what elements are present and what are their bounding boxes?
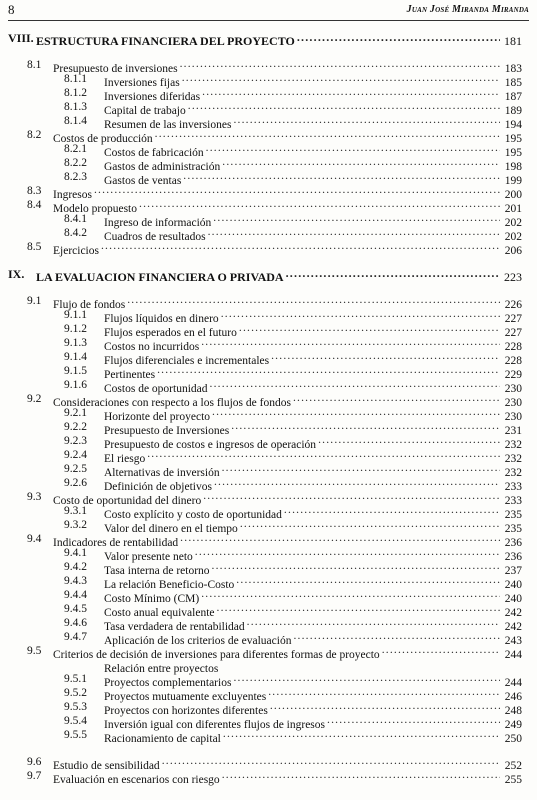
toc-entry-number: 9.1.2 <box>64 323 87 335</box>
toc-entry-number: 9.4.4 <box>64 589 87 601</box>
toc-entry-title: Indicadores de rentabilidad <box>53 537 179 549</box>
toc-entry <box>0 602 537 619</box>
toc-entry <box>0 504 537 521</box>
dot-leader <box>293 630 500 644</box>
toc-entry <box>0 630 537 647</box>
toc-entry-number: 9.1.5 <box>64 365 87 377</box>
toc-entry-title: Relación entre proyectos <box>104 663 219 675</box>
dot-leader <box>222 462 500 476</box>
toc-entry-number: 9.5 <box>27 645 42 657</box>
toc-entry-page: 246 <box>504 691 522 703</box>
toc-entry-number: 8.2.2 <box>64 157 87 169</box>
toc-entry-title: LA EVALUACION FINANCIERA O PRIVADA <box>36 270 284 284</box>
dot-leader <box>233 672 500 686</box>
toc-entry <box>0 226 537 243</box>
toc-entry <box>0 476 537 493</box>
toc-entry-page: 206 <box>504 245 522 257</box>
toc-entry <box>0 184 537 201</box>
toc-entry-title: El riesgo <box>104 453 146 465</box>
toc-entry <box>0 212 537 229</box>
toc-entry-title: Gastos de ventas <box>104 175 182 187</box>
dot-leader <box>195 546 500 560</box>
toc-entry-page: 243 <box>504 635 522 647</box>
dot-leader <box>233 114 500 128</box>
dot-leader <box>157 364 500 378</box>
toc-entry <box>0 769 537 786</box>
toc-entry <box>0 100 537 117</box>
dot-leader <box>155 128 500 142</box>
toc-entry-page: 227 <box>504 313 522 325</box>
toc-entry-page: 185 <box>504 77 522 89</box>
toc-entry-page: 199 <box>504 175 522 187</box>
toc-entry-number: 9.4.7 <box>64 631 87 643</box>
dot-leader <box>213 212 500 226</box>
toc-entry-title: Costo explícito y costo de oportunidad <box>104 509 282 521</box>
dot-leader <box>270 700 500 714</box>
page-header <box>8 2 529 21</box>
toc-entry-number: 9.5.3 <box>64 701 87 713</box>
toc-entry <box>0 364 537 381</box>
toc-entry-number: 9.7 <box>27 770 42 782</box>
toc-entry-page: 201 <box>504 203 522 215</box>
toc-entry <box>0 114 537 131</box>
toc-entry-page: 235 <box>504 509 522 521</box>
toc-entry <box>0 448 537 465</box>
dot-leader <box>286 267 500 281</box>
toc-entry-page: 195 <box>504 133 522 145</box>
toc-entry-page: 248 <box>504 705 522 717</box>
toc-entry-number: 9.1 <box>27 295 42 307</box>
toc-entry-title: Presupuesto de costos e ingresos de operación <box>104 439 317 451</box>
toc-entry <box>0 588 537 605</box>
toc-entry-title: Proyectos complementarios <box>104 677 232 689</box>
toc-entry-number: 9.4.3 <box>64 575 87 587</box>
toc-entry-number: 8.1 <box>27 59 42 71</box>
dot-leader <box>222 156 500 170</box>
toc-entry-title: Flujos diferenciales e incrementales <box>104 355 270 367</box>
toc-entry-number: 9.4 <box>27 533 42 545</box>
toc-entry-title: Aplicación de los criterios de evaluación <box>104 635 292 647</box>
dot-leader <box>318 434 500 448</box>
toc-entry-title: Valor del dinero en el tiempo <box>104 523 238 535</box>
toc-entry-number: 9.1.3 <box>64 337 87 349</box>
toc-entry <box>0 700 537 717</box>
dot-leader <box>201 336 500 350</box>
toc-entry-page: 223 <box>504 270 522 284</box>
toc-entry-number: 9.4.6 <box>64 617 87 629</box>
toc-entry-title: Alternativas de inversión <box>104 467 220 479</box>
toc-entry <box>0 142 537 159</box>
toc-entry-number: 8.2.1 <box>64 143 87 155</box>
toc-entry-number: 9.1.4 <box>64 351 87 363</box>
toc-entry-number: 8.1.2 <box>64 87 87 99</box>
toc-entry-title: Flujo de fondos <box>53 299 126 311</box>
toc-entry <box>0 198 537 215</box>
toc-entry <box>0 658 537 675</box>
toc-entry <box>0 58 537 75</box>
toc-entry-page: 249 <box>504 719 522 731</box>
page-number: 8 <box>8 2 15 17</box>
dot-leader <box>180 532 500 546</box>
toc-entry-number: 9.2.2 <box>64 421 87 433</box>
dot-leader <box>147 448 500 462</box>
dot-leader <box>327 714 500 728</box>
dot-leader <box>240 518 500 532</box>
toc-entry-title: Ingresos <box>53 189 92 201</box>
dot-leader <box>206 142 500 156</box>
toc-entry <box>0 462 537 479</box>
dot-leader <box>382 644 500 658</box>
toc-entry-title: Gastos de administración <box>104 161 221 173</box>
toc-entry-page: 250 <box>504 733 522 745</box>
toc-entry-page: 235 <box>504 523 522 535</box>
toc-entry-page: 233 <box>504 481 522 493</box>
toc-entry-title: Resumen de las inversiones <box>104 119 232 131</box>
toc-entry-page: 195 <box>504 147 522 159</box>
dot-leader <box>223 728 500 742</box>
dot-leader <box>231 420 500 434</box>
toc-entry-number: 8.2 <box>27 129 42 141</box>
dot-leader <box>182 72 500 86</box>
toc-entry-page: 237 <box>504 565 522 577</box>
toc-entry-page: 202 <box>504 217 522 229</box>
toc-entry-number: 8.4.2 <box>64 227 87 239</box>
dot-leader <box>239 322 500 336</box>
dot-leader <box>297 31 500 45</box>
toc-entry <box>0 406 537 423</box>
dot-leader <box>212 406 500 420</box>
toc-entry-number: 9.4.2 <box>64 561 87 573</box>
dot-leader <box>94 184 500 198</box>
toc-entry-title: Flujos líquidos en dinero <box>104 313 219 325</box>
toc-entry-page: 198 <box>504 161 522 173</box>
dot-leader <box>236 574 500 588</box>
dot-leader <box>247 616 500 630</box>
toc-entry-number: 9.4.1 <box>64 547 87 559</box>
toc-entry <box>0 336 537 353</box>
toc-entry-number: 9.2 <box>27 393 42 405</box>
toc-entry-number: 9.4.5 <box>64 603 87 615</box>
toc-entry <box>0 644 537 661</box>
toc-entry-number: 9.2.4 <box>64 449 87 461</box>
toc-entry-page: 244 <box>504 649 522 661</box>
toc-entry-title: La relación Beneficio-Costo <box>104 579 235 591</box>
toc-entry-title: Tasa verdadera de rentabilidad <box>104 621 245 633</box>
dot-leader <box>188 100 500 114</box>
dot-leader <box>222 769 500 783</box>
toc-entry-page: 183 <box>504 63 522 75</box>
dot-leader <box>268 686 500 700</box>
toc-entry-page: 200 <box>504 189 522 201</box>
toc-entry-page: 230 <box>504 397 522 409</box>
toc-entry <box>0 560 537 577</box>
toc-entry-page: 202 <box>504 231 522 243</box>
toc-entry-title: Valor presente neto <box>104 551 193 563</box>
toc-entry-page: 231 <box>504 425 522 437</box>
toc-entry-title: Estudio de sensibilidad <box>53 760 160 772</box>
toc-entry-page: 252 <box>504 760 522 772</box>
toc-entry <box>0 518 537 535</box>
dot-leader <box>221 308 500 322</box>
toc-entry-title: Costo anual equivalente <box>104 607 215 619</box>
toc-entry-page: 242 <box>504 607 522 619</box>
toc-entry-page: 227 <box>504 327 522 339</box>
toc-entry-page: 233 <box>504 495 522 507</box>
toc-entry-number: 8.4 <box>27 199 42 211</box>
dot-leader <box>127 294 500 308</box>
toc-entry <box>0 156 537 173</box>
toc-entry <box>0 490 537 507</box>
toc-entry-page: 181 <box>504 34 522 48</box>
toc-entry-number: VIII. <box>8 31 34 45</box>
toc-entry-title: Costos de producción <box>53 133 153 145</box>
running-head: Juan José Miranda Miranda <box>406 4 529 15</box>
toc-entry-title: Costo de oportunidad del dinero <box>53 495 202 507</box>
toc-entry-page: 230 <box>504 411 522 423</box>
toc-entry-title: Costos no incurridos <box>104 341 200 353</box>
toc-entry-title: Criterios de decisión de inversiones para diferentes formas de proyecto <box>53 649 380 661</box>
toc-entry-page: 236 <box>504 551 522 563</box>
toc-entry <box>0 350 537 367</box>
toc-entry-page: 242 <box>504 621 522 633</box>
toc-entry <box>0 308 537 325</box>
toc-entry <box>0 31 537 48</box>
toc-entry <box>0 294 537 311</box>
toc-entry <box>0 128 537 145</box>
dot-leader <box>183 170 500 184</box>
toc-entry <box>0 714 537 731</box>
dot-leader <box>180 58 500 72</box>
toc-entry-number: 8.2.3 <box>64 171 87 183</box>
dot-leader <box>101 240 500 254</box>
toc-entry-title: Capital de trabajo <box>104 105 186 117</box>
toc-entry <box>0 170 537 187</box>
toc-entry-page: 230 <box>504 383 522 395</box>
toc-entry-page: 236 <box>504 537 522 549</box>
toc-entry-page: 229 <box>504 369 522 381</box>
toc-entry-number: 9.3.2 <box>64 519 87 531</box>
toc-entry-page: 226 <box>504 299 522 311</box>
dot-leader <box>220 658 500 672</box>
toc-entry-title: Evaluación en escenarios con riesgo <box>53 774 220 786</box>
toc-entry <box>0 240 537 257</box>
toc-entry-page: 228 <box>504 341 522 353</box>
toc-entry-title: Ingreso de información <box>104 217 212 229</box>
dot-leader <box>139 198 500 212</box>
toc-entry-page: 194 <box>504 119 522 131</box>
toc-entry-title: Costos de oportunidad <box>104 383 208 395</box>
toc-entry <box>0 616 537 633</box>
toc-entry <box>0 378 537 395</box>
dot-leader <box>202 86 500 100</box>
toc-entry-title: Consideraciones con respecto a los flujos de fondos <box>53 397 291 409</box>
toc-entry-number: 9.2.1 <box>64 407 87 419</box>
toc-entry-page: 189 <box>504 105 522 117</box>
dot-leader <box>293 392 500 406</box>
toc-entry-page: 228 <box>504 355 522 367</box>
dot-leader <box>271 350 500 364</box>
toc-entry-title: Presupuesto de Inversiones <box>104 425 230 437</box>
toc-entry <box>0 755 537 772</box>
toc-entry <box>0 72 537 89</box>
toc-entry-page: 232 <box>504 453 522 465</box>
dot-leader <box>214 476 500 490</box>
toc-entry <box>0 434 537 451</box>
toc-entry-title: Costos de fabricación <box>104 147 204 159</box>
toc-entry-title: Definición de objetivos <box>104 481 212 493</box>
toc-entry <box>0 267 537 284</box>
toc-entry-title: Tasa interna de retorno <box>104 565 210 577</box>
toc-entry <box>0 420 537 437</box>
toc-entry-title: Inversiones fijas <box>104 77 180 89</box>
toc-entry-page: 187 <box>504 91 522 103</box>
toc-entry-page: 232 <box>504 467 522 479</box>
toc-entry-number: 8.1.4 <box>64 115 87 127</box>
toc-entry-title: Ejercicios <box>53 245 99 257</box>
toc-entry-title: Flujos esperados en el futuro <box>104 327 237 339</box>
toc-entry-number: 9.5.2 <box>64 687 87 699</box>
toc-entry-number: 8.5 <box>27 241 42 253</box>
toc-entry-title: Inversión igual con diferentes flujos de ingresos <box>104 719 325 731</box>
dot-leader <box>203 490 500 504</box>
toc-entry-number: 8.3 <box>27 185 42 197</box>
toc-entry <box>0 546 537 563</box>
dot-leader <box>208 226 500 240</box>
toc-entry-number: 9.1.6 <box>64 379 87 391</box>
toc-entry-number: 9.6 <box>27 756 42 768</box>
toc-entry-page: 232 <box>504 439 522 451</box>
toc-entry-title: Proyectos mutuamente excluyentes <box>104 691 267 703</box>
toc-entry-number: 9.5.4 <box>64 715 87 727</box>
dot-leader <box>217 602 501 616</box>
toc-entry-number: 9.3.1 <box>64 505 87 517</box>
toc-entry <box>0 322 537 339</box>
toc-entry <box>0 574 537 591</box>
toc-entry-title: Presupuesto de inversiones <box>53 63 178 75</box>
toc-entry-number: 9.2.3 <box>64 435 87 447</box>
toc-entry <box>0 392 537 409</box>
toc-entry-page: 255 <box>504 774 522 786</box>
dot-leader <box>201 588 500 602</box>
toc-entry-title: Horizonte del proyecto <box>104 411 211 423</box>
toc-entry <box>0 686 537 703</box>
toc-entry-number: 8.4.1 <box>64 213 87 225</box>
toc-entry-number: 9.2.6 <box>64 477 87 489</box>
toc-entry-page: 240 <box>504 593 522 605</box>
toc-entry-number: 9.1.1 <box>64 309 87 321</box>
dot-leader <box>212 560 500 574</box>
toc-entry-title: Cuadros de resultados <box>104 231 206 243</box>
toc-entry-title: Modelo propuesto <box>53 203 138 215</box>
toc-entry-number: 9.5.1 <box>64 673 87 685</box>
toc-entry-number: 8.1.3 <box>64 101 87 113</box>
toc-entry-number: 9.5.5 <box>64 729 87 741</box>
toc-entry <box>0 86 537 103</box>
toc-entry <box>0 532 537 549</box>
toc-entry-title: ESTRUCTURA FINANCIERA DEL PROYECTO <box>36 34 295 48</box>
toc-entry-title: Inversiones diferidas <box>104 91 201 103</box>
toc-entry-page: 244 <box>504 677 522 689</box>
toc-entry-number: 9.3 <box>27 491 42 503</box>
toc-entry-number: IX. <box>8 267 25 281</box>
toc-entry-title: Costo Mínimo (CM) <box>104 593 200 605</box>
dot-leader <box>284 504 500 518</box>
toc-entry <box>0 672 537 689</box>
toc-entry-title: Proyectos con horizontes diferentes <box>104 705 268 717</box>
dot-leader <box>210 378 501 392</box>
toc-entry-number: 9.2.5 <box>64 463 87 475</box>
toc-entry-page: 240 <box>504 579 522 591</box>
toc-entry <box>0 728 537 745</box>
dot-leader <box>162 755 500 769</box>
toc-entry-title: Pertinentes <box>104 369 156 381</box>
toc-entry-title: Racionamiento de capital <box>104 733 221 745</box>
toc-entry-number: 8.1.1 <box>64 73 87 85</box>
